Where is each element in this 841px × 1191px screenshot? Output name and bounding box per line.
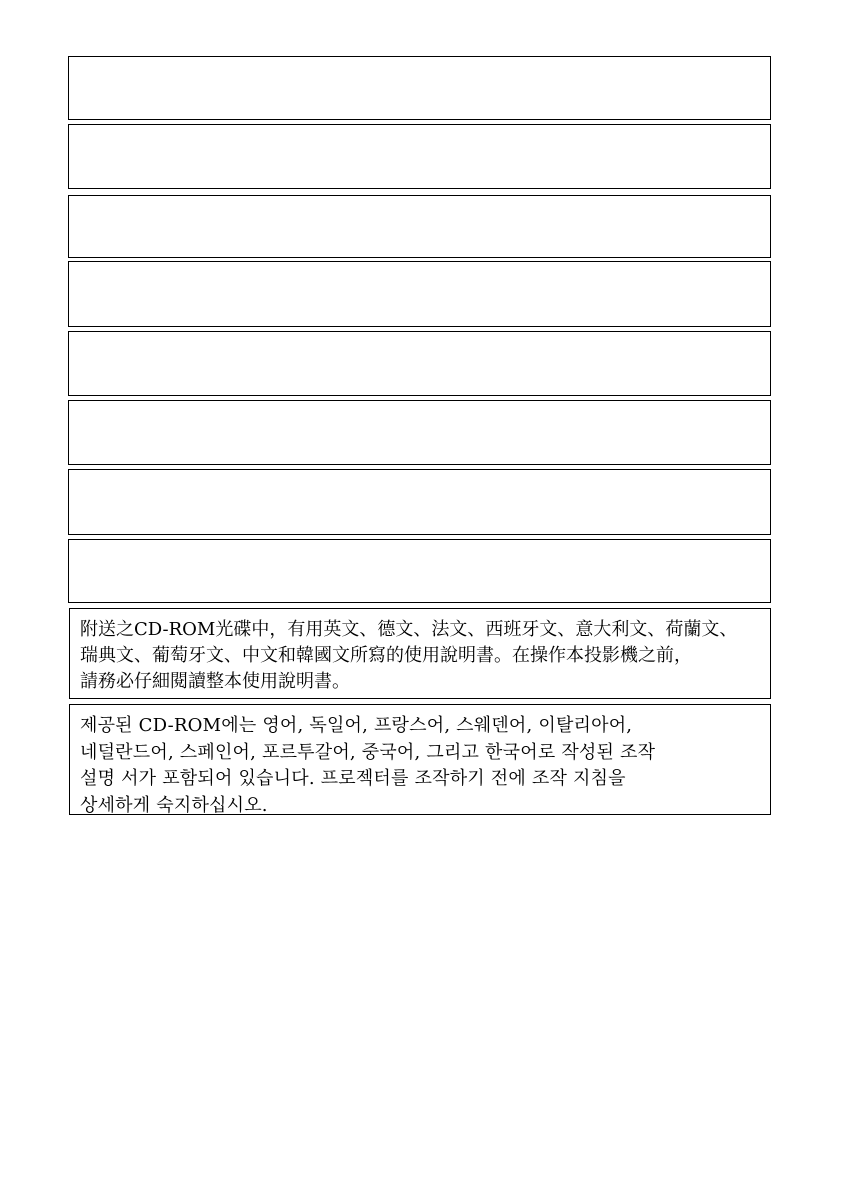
empty-notice-box-5	[68, 331, 771, 396]
empty-notice-box-2	[68, 124, 771, 189]
korean-notice-box: 제공된 CD-ROM에는 영어, 독일어, 프랑스어, 스웨덴어, 이탈리아어, 네덜란드어, 스페인어, 포르투갈어, 중국어, 그리고 한국어로 작성된 조작 설명 서가 포함되어 있습니다. 프로젝터를 조작하기 전에 조작 지침을 상세하게 숙지하십시오.	[69, 704, 771, 815]
empty-notice-box-3	[68, 195, 771, 258]
chinese-notice-box: 附送之CD-ROM光碟中，有用英文、德文、法文、西班牙文、意大利文、荷蘭文、 瑞典文、葡萄牙文、中文和韓國文所寫的使用說明書。在操作本投影機之前， 請務必仔細閱讀整本使用說明書。	[69, 608, 771, 699]
empty-notice-box-7	[68, 469, 771, 535]
empty-notice-box-8	[68, 539, 771, 603]
empty-notice-box-4	[68, 261, 771, 327]
empty-notice-box-1	[68, 56, 771, 120]
empty-notice-box-6	[68, 400, 771, 465]
